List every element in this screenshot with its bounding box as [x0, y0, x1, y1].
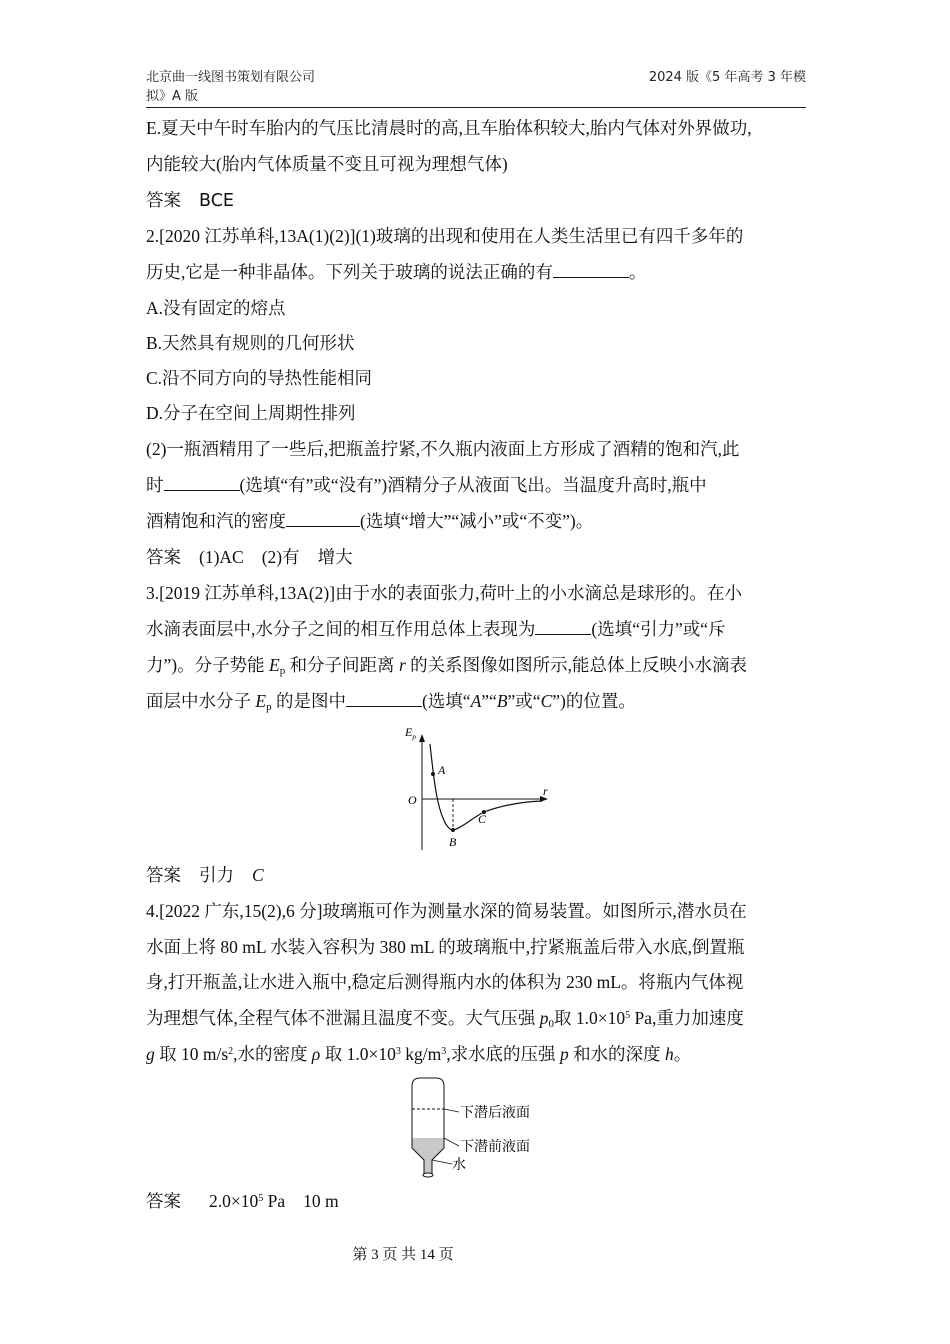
header-rule: [146, 107, 806, 108]
point-a-label: A: [438, 763, 446, 777]
answer-blank[interactable]: [286, 510, 360, 527]
q4-answer-depth: 10 m: [303, 1191, 339, 1211]
q2-part2-line3: [146, 510, 593, 532]
symbol-e: E: [255, 691, 267, 711]
q2-part2-text-b: (选填“有”或“没有”)酒精分子从液面飞出。当温度升高时,瓶中: [239, 475, 707, 495]
q3-text-4d: ”)的位置。: [552, 691, 636, 711]
exponent: 5: [258, 1193, 264, 1204]
origin-label: O: [408, 793, 417, 807]
exponent: 3: [441, 1046, 447, 1057]
q3-answer: [146, 864, 264, 886]
leader-after: [444, 1109, 459, 1112]
q2-part2-text-c: 酒精饱和汽的密度: [146, 511, 286, 531]
exponent: 3: [395, 1046, 401, 1057]
q3-text-3b: 和分子间距离: [285, 655, 399, 675]
q4-answer-unit: Pa: [263, 1191, 286, 1211]
q2-part2-line1: (2)一瓶酒精用了一些后,把瓶盖拧紧,不久瓶内液面上方形成了酒精的饱和汽,此: [146, 439, 740, 459]
answer-label: 答案: [146, 547, 181, 567]
symbol-p: p: [559, 1044, 569, 1064]
q2-text-2: 历史,它是一种非晶体。下列关于玻璃的说法正确的有: [146, 262, 553, 282]
water-fill: [412, 1138, 444, 1174]
q4-text-4b: 取 1.0×10: [554, 1008, 626, 1028]
label-b: B: [496, 691, 508, 711]
q2-part2-line2: [146, 474, 707, 496]
point-b: [451, 828, 455, 832]
q2-text: (1)玻璃的出现和使用在人类生活里已有四千多年的: [355, 226, 744, 246]
q2-option-d: D.分子在空间上周期性排列: [146, 403, 356, 423]
q4-line2: 水面上将 80 mL 水装入容积为 380 mL 的玻璃瓶中,拧紧瓶盖后带入水底,倒置瓶: [146, 937, 745, 957]
y-axis-arrow: [419, 734, 425, 742]
q4-text-5f: 和水的深度: [568, 1044, 665, 1064]
answer-blank[interactable]: [535, 618, 591, 635]
answer-label: 答案: [146, 190, 181, 210]
quote-sep: ”“: [481, 691, 497, 711]
bottle-figure: [404, 1076, 554, 1182]
q4-source: 4.[2022 广东,15(2),6 分]: [146, 901, 323, 921]
q2-source: 2.[2020 江苏单科,13A(1)(2)]: [146, 226, 356, 246]
answer-label: 答案: [146, 1191, 181, 1211]
symbol-h: h: [664, 1044, 674, 1064]
q3-text-4: 面层中水分子: [146, 691, 256, 711]
q4-line5: [146, 1043, 691, 1065]
q4-answer-pressure: 2.0×10: [209, 1191, 259, 1211]
exponent: 5: [625, 1010, 631, 1021]
exponent: 2: [228, 1046, 234, 1057]
q4-line4: [146, 1007, 744, 1029]
q3-line4: [146, 690, 636, 712]
label-after-dive: 下潜后液面: [460, 1106, 530, 1121]
q2-line1: [146, 225, 743, 247]
q2-part2-text: 时: [146, 475, 164, 495]
answer-blank[interactable]: [346, 690, 422, 707]
q4-text-5a: 取 10 m/s: [154, 1044, 229, 1064]
q4-answer: [146, 1190, 339, 1212]
page-footer: 第 3 页 共 14 页: [352, 1247, 454, 1263]
q2-option-b: B.天然具有规则的几何形状: [146, 333, 355, 353]
symbol-e: E: [268, 655, 280, 675]
ep-r-graph: [396, 722, 560, 854]
answer-blank[interactable]: [164, 474, 240, 491]
answer-label: 答案: [146, 865, 181, 885]
symbol-p-sub: p: [266, 701, 272, 713]
q2-answer: [146, 546, 353, 568]
symbol-p-sub: p: [279, 665, 286, 677]
label-c: C: [540, 691, 553, 711]
header-publisher: [146, 68, 406, 106]
q4-text-5c: 取 1.0×10: [320, 1044, 396, 1064]
label-before-dive: 下潜前液面: [460, 1140, 530, 1155]
q4-text-5b: ,水的密度: [233, 1044, 312, 1064]
q2-text-2b: 。: [628, 262, 647, 282]
q4-text-5d: kg/m: [400, 1044, 442, 1064]
point-c-label: C: [478, 812, 487, 826]
answer-blank[interactable]: [553, 261, 629, 278]
q4-line1: [146, 900, 747, 922]
q4-text-4c: Pa,重力加速度: [630, 1008, 744, 1028]
q3-answer-2: C: [252, 865, 264, 885]
q3-line2: [146, 618, 726, 640]
q4-text-5g: 。: [673, 1044, 692, 1064]
symbol-r: r: [398, 655, 406, 675]
symbol-g: g: [146, 1044, 155, 1064]
q3-answer-1: 引力: [199, 865, 234, 885]
q3-text-2: 水滴表面层中,水分子之间的相互作用总体上表现为: [146, 619, 536, 639]
header-publisher-line2: 拟》A 版: [146, 89, 199, 104]
y-axis-label: $E_p$: [405, 725, 416, 741]
q4-text: 玻璃瓶可作为测量水深的简易装置。如图所示,潜水员在: [322, 901, 747, 921]
leader-before: [444, 1138, 459, 1146]
q2-answer-2: (2)有: [261, 547, 300, 567]
header-book-title: 2024 版《5 年高考 3 年模: [648, 70, 806, 85]
q2-answer-1: (1)AC: [199, 547, 244, 567]
q3-line1: [146, 582, 742, 604]
bottle-mouth: [423, 1173, 433, 1177]
q2-option-a: A.没有固定的熔点: [146, 298, 286, 318]
symbol-p: p: [539, 1008, 549, 1028]
q3-text-2b: (选填“引力”或“斥: [591, 619, 726, 639]
x-axis-label: r: [543, 784, 548, 798]
q2-part2-text-d: (选填“增大”“减小”或“不变”)。: [360, 511, 594, 531]
q2-option-c: C.沿不同方向的导热性能相同: [146, 368, 373, 388]
q3-line3: [146, 654, 747, 676]
q1-option-e-line1: E.夏天中午时车胎内的气压比清晨时的高,且车胎体积较大,胎内气体对外界做功,: [146, 118, 752, 138]
q3-text-4c: (选填“: [421, 691, 471, 711]
symbol-rho: ρ: [311, 1044, 321, 1064]
q3-text-4b: 的是图中: [271, 691, 346, 711]
q1-answer-value: BCE: [199, 191, 234, 211]
label-water: 水: [452, 1158, 466, 1173]
point-b-label: B: [449, 835, 457, 849]
q4-text-5e: ,求水底的压强: [446, 1044, 560, 1064]
q3-text-3: 力”)。分子势能: [146, 655, 269, 675]
q2-line2: [146, 261, 646, 283]
label-a: A: [470, 691, 482, 711]
leader-water: [432, 1160, 452, 1164]
q3-text-3c: 的关系图像如图所示,能总体上反映小水滴表: [405, 655, 747, 675]
q3-source: 3.[2019 江苏单科,13A(2)]: [146, 583, 336, 603]
header-publisher-line1: 北京曲一线图书策划有限公司: [146, 70, 316, 85]
point-a: [431, 772, 435, 776]
quote-sep: ”或“: [507, 691, 541, 711]
symbol-p0-sub: 0: [548, 1018, 554, 1030]
q3-text: 由于水的表面张力,荷叶上的小水滴总是球形的。在小: [335, 583, 742, 603]
q4-line3: 身,打开瓶盖,让水进入瓶中,稳定后测得瓶内水的体积为 230 mL。将瓶内气体视: [146, 972, 744, 992]
q2-answer-3: 增大: [317, 547, 353, 567]
q1-answer: [146, 189, 234, 212]
q4-text-4: 为理想气体,全程气体不泄漏且温度不变。大气压强: [146, 1008, 540, 1028]
q1-option-e-line2: 内能较大(胎内气体质量不变且可视为理想气体): [146, 154, 508, 174]
